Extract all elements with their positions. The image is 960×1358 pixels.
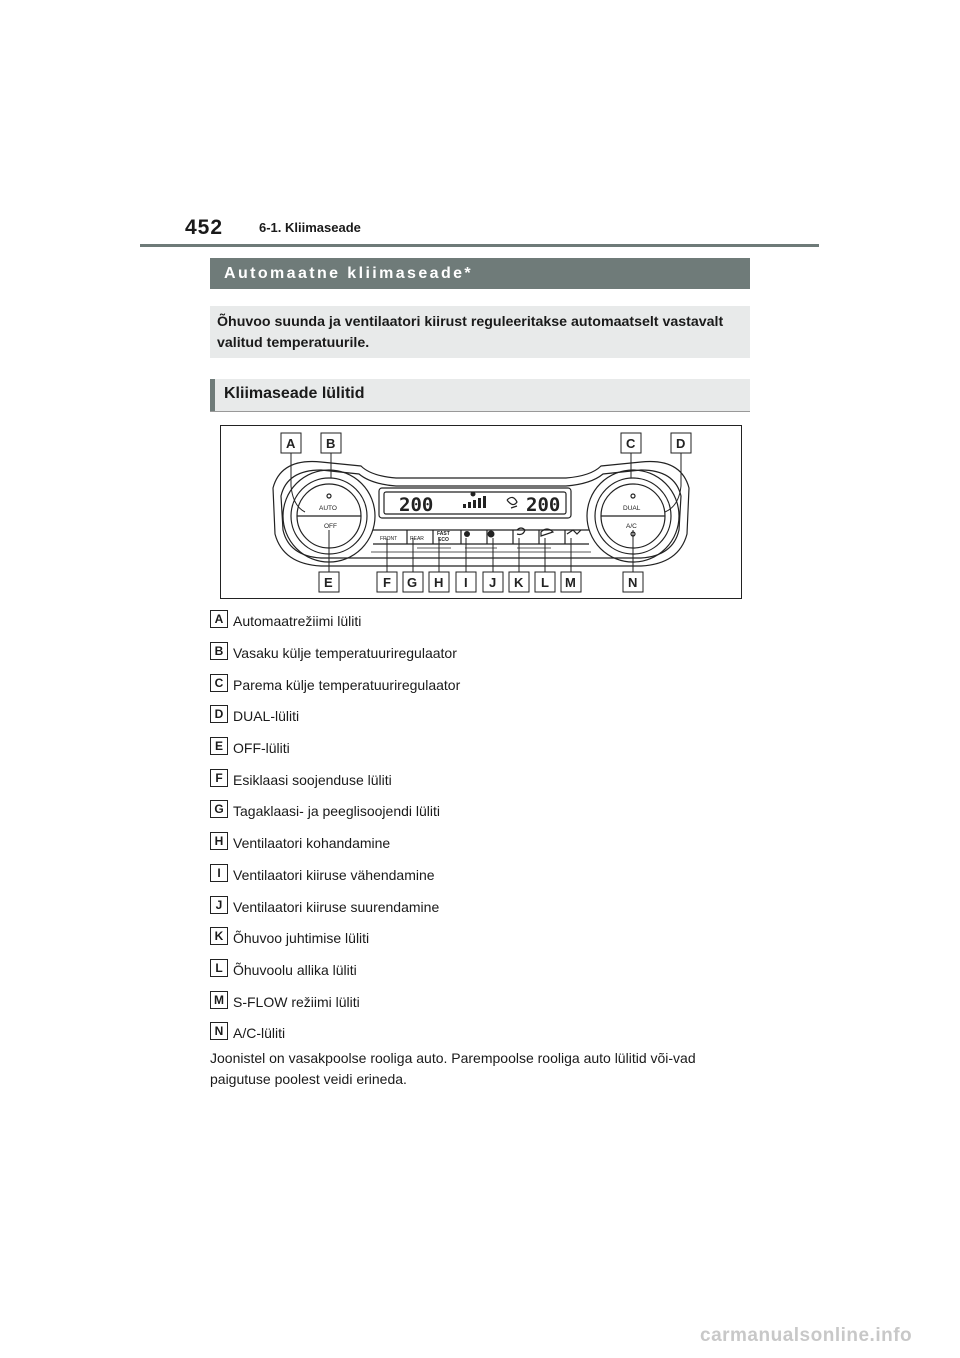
- legend-letter: J: [210, 896, 228, 914]
- callout-c: C: [626, 436, 636, 451]
- title-bar: [210, 258, 750, 289]
- legend-text: Ventilaatori kiiruse suurendamine: [233, 899, 440, 915]
- sub-heading-text: Kliimaseade lülitid: [224, 385, 365, 402]
- callout-l: L: [541, 575, 549, 590]
- climate-panel-figure: [220, 425, 742, 599]
- legend-letter: B: [210, 642, 228, 660]
- legend-text: OFF-lüliti: [233, 740, 290, 756]
- legend-text: Õhuvoolu allika lüliti: [233, 962, 357, 978]
- legend-letter: C: [210, 674, 228, 692]
- legend-letter: A: [210, 610, 228, 628]
- panel-temp-left: 200: [399, 494, 434, 516]
- callout-n: N: [628, 575, 638, 590]
- legend-text: Esiklaasi soojenduse lüliti: [233, 772, 392, 788]
- callout-m: M: [565, 575, 576, 590]
- panel-eco-label: ECO: [438, 537, 449, 543]
- panel-auto-label: AUTO: [319, 505, 337, 512]
- legend-letter: I: [210, 864, 228, 882]
- page-title: Automaatne kliimaseade*: [224, 265, 474, 282]
- watermark: carmanualsonline.info: [700, 1325, 913, 1346]
- legend-letter: F: [210, 769, 228, 787]
- legend-text: S-FLOW režiimi lüliti: [233, 994, 360, 1010]
- callout-d: D: [676, 436, 686, 451]
- legend-text: Automaatrežiimi lüliti: [233, 613, 362, 629]
- legend-letter: K: [210, 927, 228, 945]
- panel-dual-label: DUAL: [623, 505, 641, 512]
- footnote: Joonistel on vasakpoolse rooliga auto. Parempoolse rooliga auto lülitid või-vad paigutuse poolest veidi erineda.: [210, 1050, 696, 1087]
- legend-text: Ventilaatori kiiruse vähendamine: [233, 867, 435, 883]
- panel-rear-label: REAR: [410, 536, 424, 542]
- callout-g: G: [407, 575, 418, 590]
- panel-ac-label: A/C: [626, 523, 637, 530]
- sub-heading: [210, 379, 750, 412]
- panel-temp-right: 200: [526, 494, 561, 516]
- callout-a: A: [286, 436, 296, 451]
- legend-text: Ventilaatori kohandamine: [233, 835, 391, 851]
- legend-text: Tagaklaasi- ja peeglisoojendi lüliti: [233, 803, 441, 819]
- legend-text: Vasaku külje temperatuuriregulaator: [233, 645, 457, 661]
- legend-letter: M: [210, 991, 228, 1009]
- header-rule: [140, 244, 819, 247]
- callout-e: E: [324, 575, 333, 590]
- callout-b: B: [326, 436, 336, 451]
- legend-letter: E: [210, 737, 228, 755]
- panel-off-label: OFF: [324, 523, 337, 530]
- sub-heading-accent: [210, 379, 215, 411]
- callout-i: I: [464, 575, 468, 590]
- legend-text: Õhuvoo juhtimise lüliti: [233, 930, 370, 946]
- legend-text: Parema külje temperatuuriregulaator: [233, 677, 461, 693]
- legend-letter: D: [210, 705, 228, 723]
- legend-letter: H: [210, 832, 228, 850]
- legend-letter: N: [210, 1022, 228, 1040]
- callout-j: J: [489, 575, 497, 590]
- panel-fast-label: FAST: [437, 531, 450, 537]
- climate-panel-drawing: [221, 426, 741, 598]
- callout-h: H: [434, 575, 444, 590]
- legend-text: A/C-lüliti: [233, 1025, 286, 1041]
- intro-box: [210, 306, 750, 358]
- legend-letter: G: [210, 800, 228, 818]
- page-number: 452: [185, 216, 224, 239]
- callout-f: F: [383, 575, 391, 590]
- section-label: 6-1. Kliimaseade: [259, 220, 361, 235]
- legend-text: DUAL-lüliti: [233, 708, 300, 724]
- intro-text: Õhuvoo suunda ja ventilaatori kiirust reguleeritakse automaatselt vastavalt valitud temperatuurile.: [217, 314, 724, 351]
- legend-letter: L: [210, 959, 228, 977]
- callout-k: K: [514, 575, 524, 590]
- panel-front-label: FRONT: [380, 536, 398, 542]
